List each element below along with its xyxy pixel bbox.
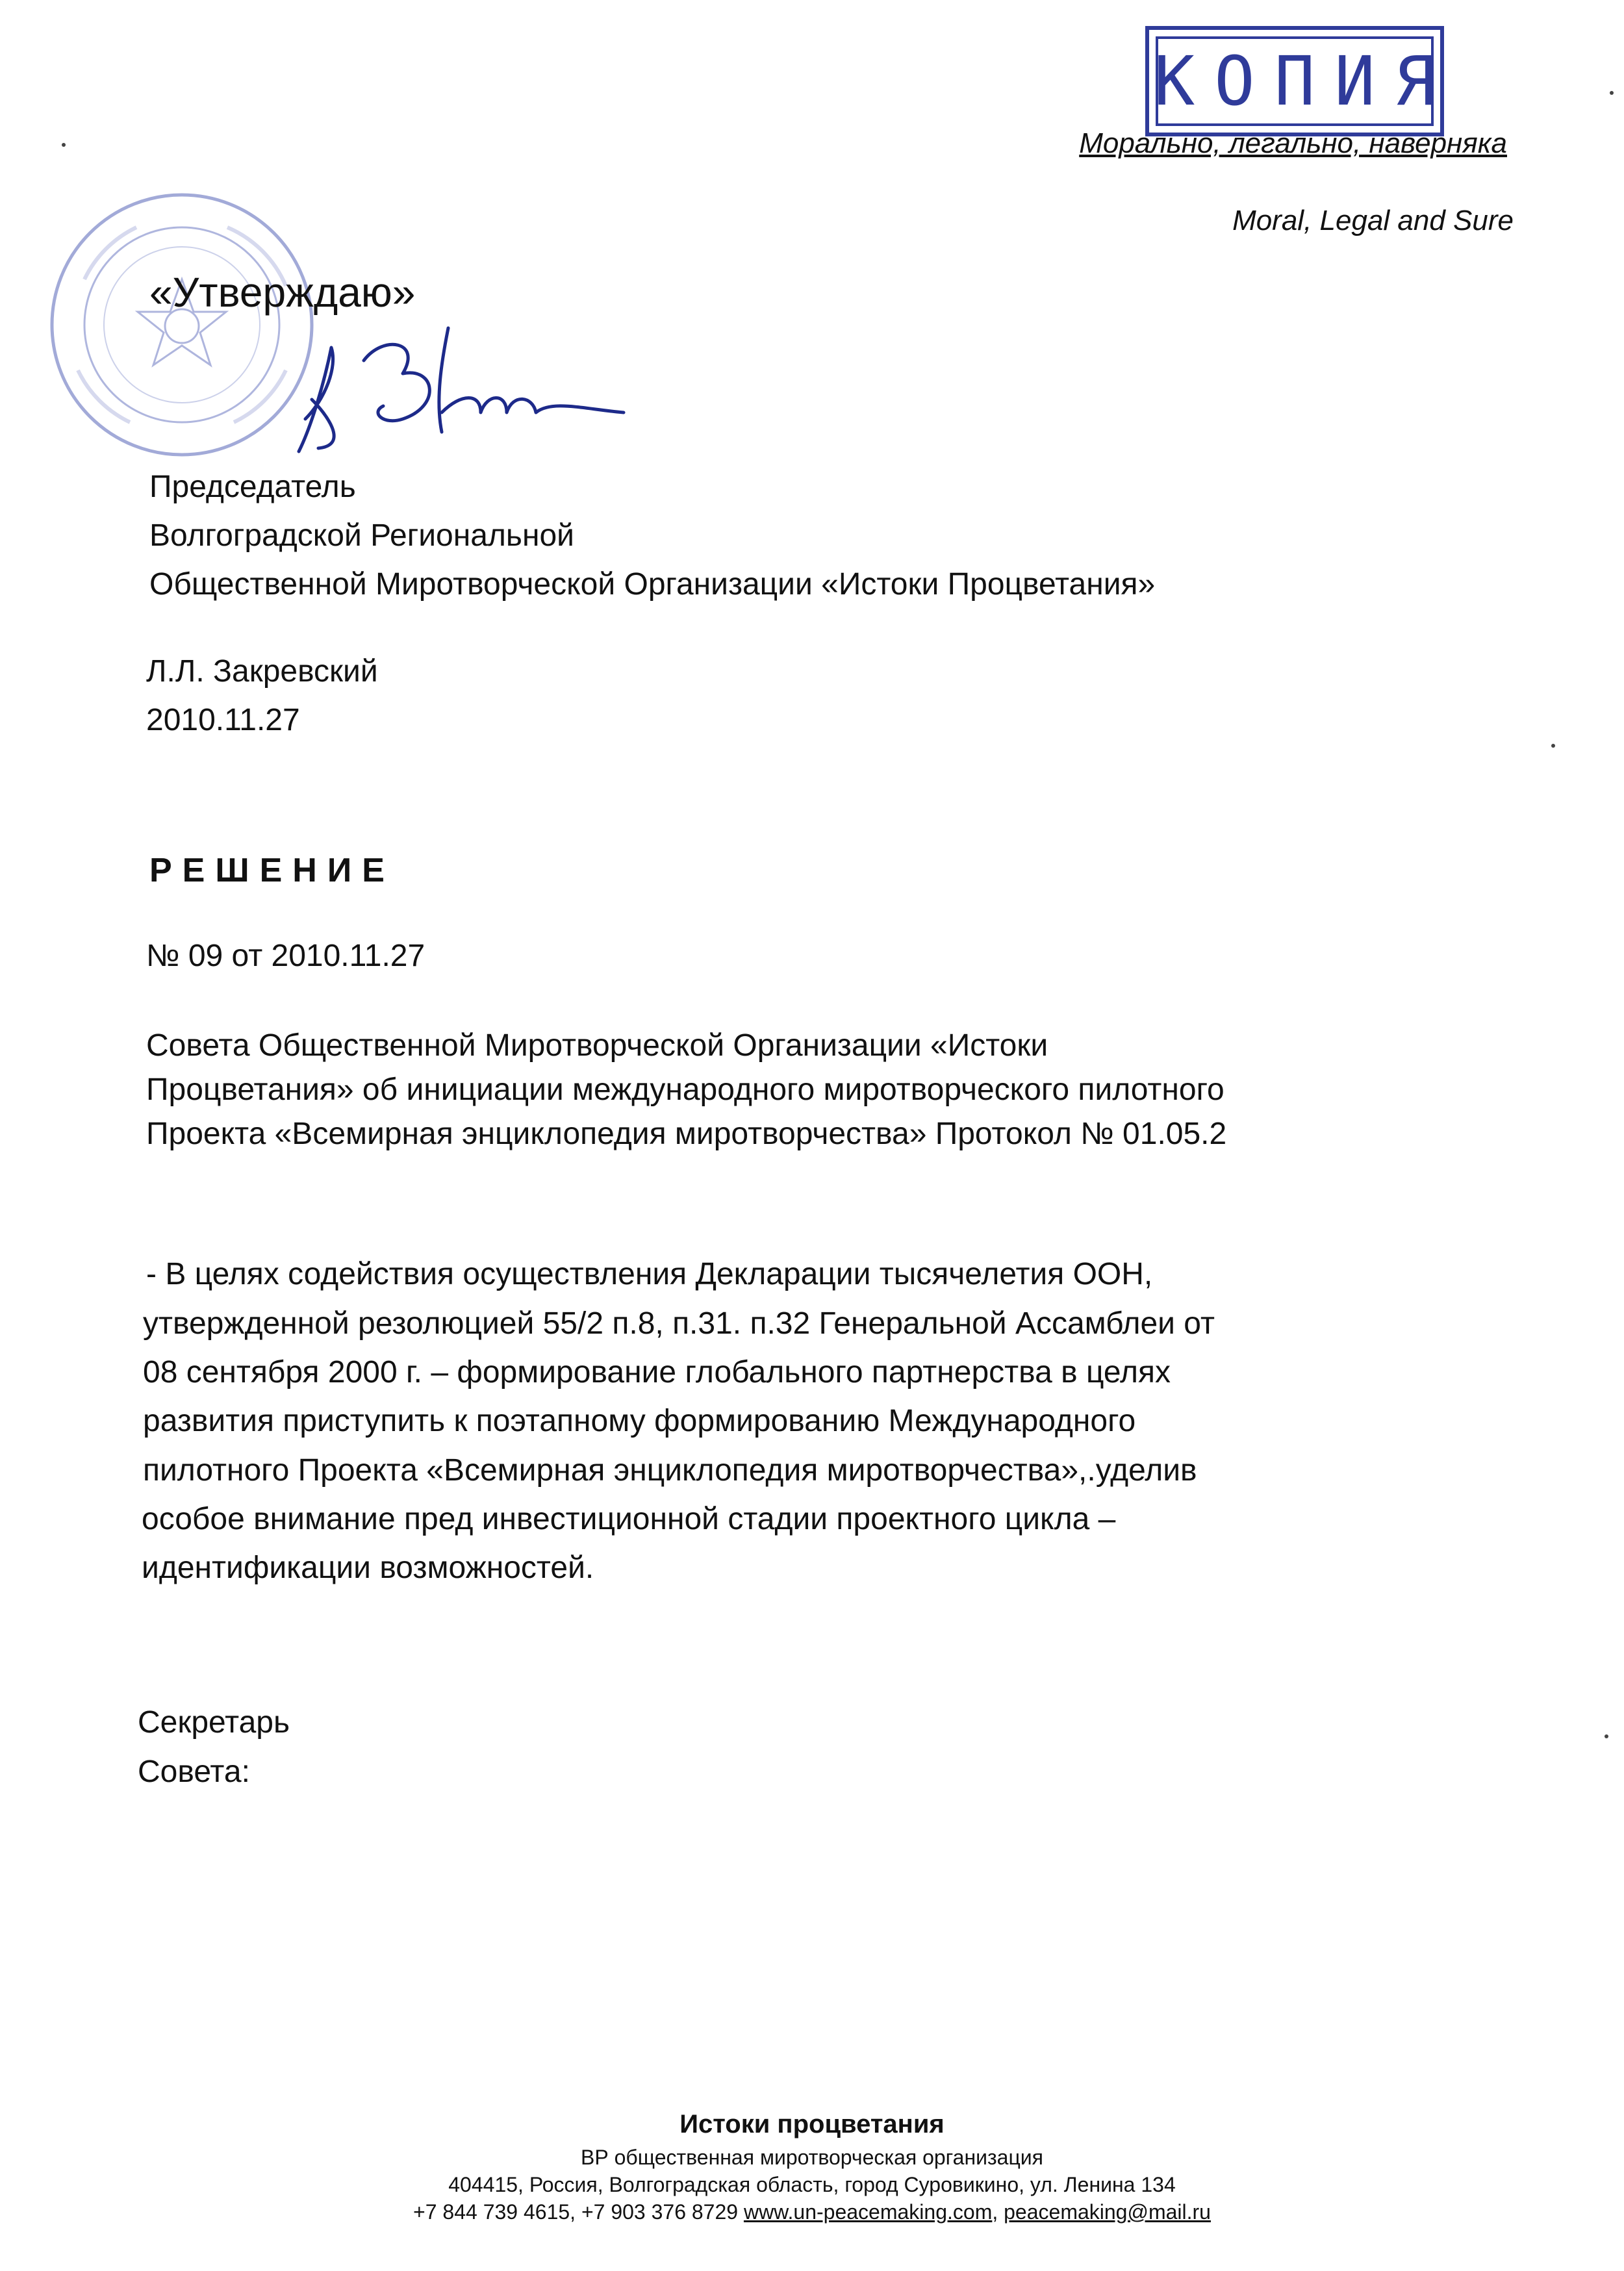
decision-body-line-2: утвержденной резолюцией 55/2 п.8, п.31. п.32 Генеральной Ассамблеи от	[143, 1306, 1215, 1341]
scan-speck	[62, 143, 66, 147]
decision-title: РЕШЕНИЕ	[149, 852, 395, 889]
footer-website-link[interactable]: www.un-peacemaking.com	[743, 2200, 993, 2224]
secretary-label-line-2: Совета:	[138, 1755, 250, 1789]
motto-en: Moral, Legal and Sure	[1232, 205, 1514, 236]
footer-org-subtitle: ВР общественная миротворческая организация	[581, 2146, 1043, 2169]
organization-seal	[45, 182, 318, 468]
decision-body-line-7: идентификации возможностей.	[142, 1551, 594, 1585]
approval-date: 2010.11.27	[146, 703, 300, 737]
footer-address: 404415, Россия, Волгоградская область, город Суровикино, ул. Ленина 134	[448, 2173, 1176, 2196]
approval-position-line-1: Председатель	[149, 470, 356, 504]
decision-subject-line-1: Совета Общественной Миротворческой Организации «Истоки	[146, 1028, 1048, 1063]
scan-speck	[1551, 744, 1555, 748]
copy-stamp	[1145, 26, 1455, 136]
approval-signer-name: Л.Л. Закревский	[146, 654, 378, 689]
footer-email-link[interactable]: peacemaking@mail.ru	[1004, 2200, 1211, 2224]
signature	[286, 322, 637, 471]
footer-contacts	[0, 2198, 1624, 2226]
motto-ru: Морально, легально, наверняка	[1079, 127, 1507, 159]
copy-stamp-label: КОПИЯ	[1156, 36, 1434, 126]
footer-org-name: Истоки процветания	[679, 2110, 945, 2138]
decision-body-line-4: развития приступить к поэтапному формированию Международного	[143, 1404, 1136, 1438]
scan-speck	[1610, 91, 1614, 95]
scan-speck	[1605, 1734, 1608, 1738]
approval-heading: «Утверждаю»	[149, 269, 416, 316]
decision-body-line-1: - В целях содействия осуществления Декларации тысячелетия ООН,	[146, 1257, 1153, 1291]
footer-phones: +7 844 739 4615, +7 903 376 8729	[413, 2200, 744, 2224]
decision-number: № 09 от 2010.11.27	[146, 939, 425, 973]
footer-separator: ,	[992, 2200, 1004, 2224]
decision-body-line-3: 08 сентября 2000 г. – формирование глобального партнерства в целях	[143, 1355, 1171, 1389]
decision-body-line-5: пилотного Проекта «Всемирная энциклопедия миротворчества»,.уделив	[143, 1453, 1197, 1488]
decision-subject-line-2: Процветания» об инициации международного миротворческого пилотного	[146, 1072, 1224, 1107]
decision-subject-line-3: Проекта «Всемирная энциклопедия миротворчества» Протокол № 01.05.2	[146, 1117, 1227, 1151]
decision-body-line-6: особое внимание пред инвестиционной стадии проектного цикла –	[142, 1502, 1116, 1536]
approval-position-line-2: Волгоградской Региональной	[149, 518, 574, 553]
letterhead-footer	[0, 2105, 1624, 2226]
secretary-label-line-1: Секретарь	[138, 1705, 290, 1740]
approval-position-line-3: Общественной Миротворческой Организации «Истоки Процветания»	[149, 567, 1156, 602]
